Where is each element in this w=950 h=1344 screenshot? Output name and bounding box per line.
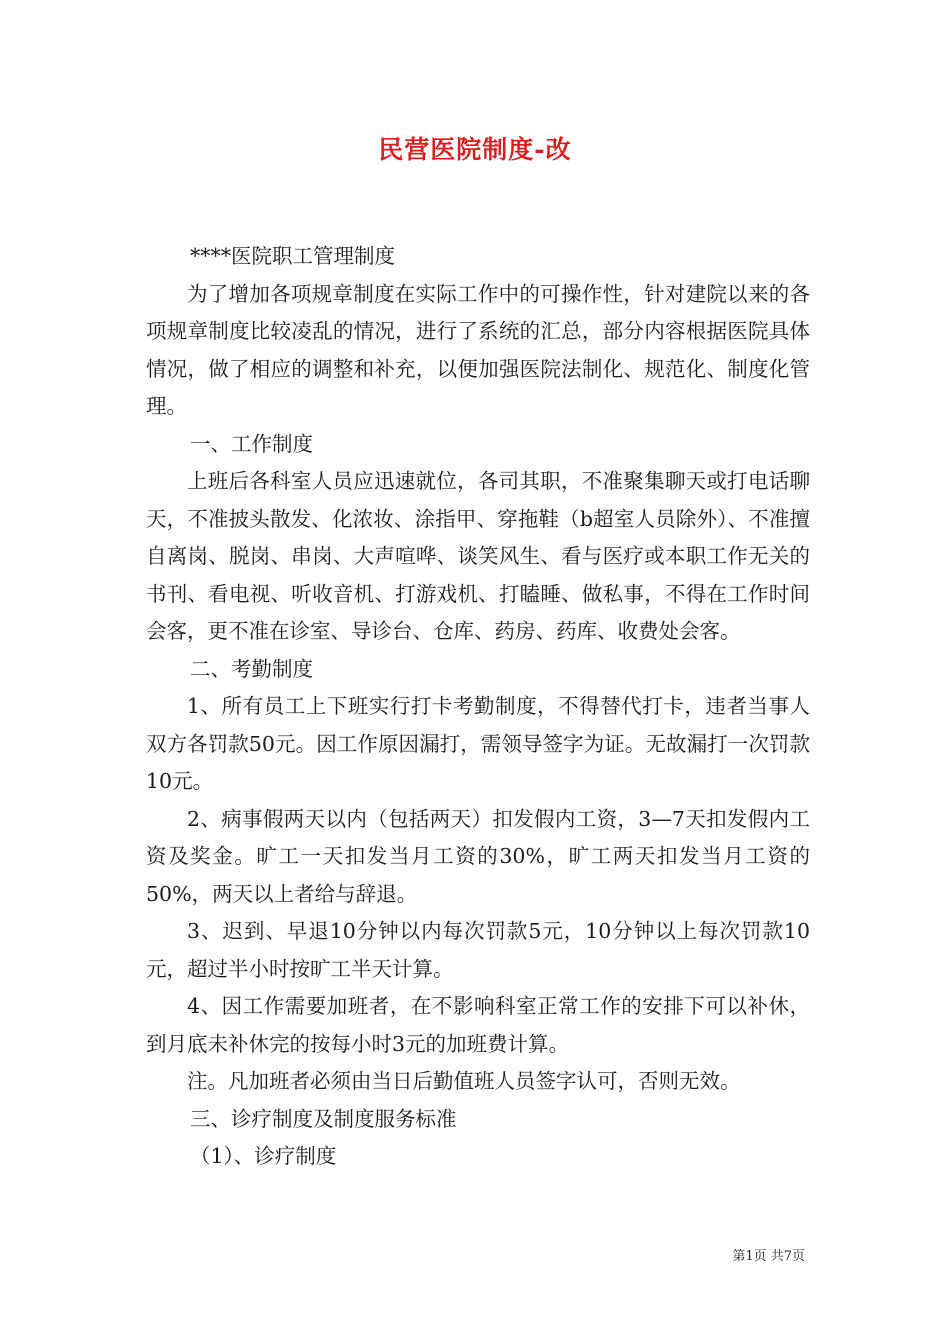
body-paragraph: 4、因工作需要加班者，在不影响科室正常工作的安排下可以补休，到月底未补休完的按每小时3元的加班费计算。	[146, 994, 810, 1056]
page-number: 第1页 共7页	[732, 1249, 805, 1264]
section-heading: 一、工作制度	[190, 431, 313, 456]
body-paragraph: 3、迟到、早退10分钟以内每次罚款5元，10分钟以上每次罚款10元，超过半小时按旷工半天计算。	[146, 919, 810, 981]
section-heading: 三、诊疗制度及制度服务标准	[190, 1106, 457, 1131]
section-heading: 二、考勤制度	[190, 656, 313, 681]
body-paragraph: 2、病事假两天以内（包括两天）扣发假内工资，3—7天扣发假内工资及奖金。旷工一天扣发当月工资的30%，旷工两天扣发当月工资的50%，两天以上者给与辞退。	[146, 806, 810, 906]
document-body	[146, 238, 810, 1176]
body-paragraph: 1、所有员工上下班实行打卡考勤制度，不得替代打卡，违者当事人双方各罚款50元。因工作原因漏打，需领导签字为证。无故漏打一次罚款10元。	[146, 694, 810, 793]
document-title: 民营医院制度-改	[378, 135, 572, 164]
body-paragraph: 为了增加各项规章制度在实际工作中的可操作性，针对建院以来的各项规章制度比较凌乱的情况，进行了系统的汇总，部分内容根据医院具体情况，做了相应的调整和补充，以便加强医院法制化、规范化、制度化管理。	[146, 281, 810, 418]
subsection-heading: （1）、诊疗制度	[190, 1144, 337, 1168]
section-heading: ****医院职工管理制度	[190, 244, 395, 268]
body-paragraph: 上班后各科室人员应迅速就位，各司其职，不准聚集聊天或打电话聊天，不准披头散发、化浓妆、涂指甲、穿拖鞋（b超室人员除外）、不准擅自离岗、脱岗、串岗、大声喧哗、谈笑风生、看与医疗或本职工作无关的书刊、看电视、听收音机、打游戏机、打瞌睡、做私事，不得在工作时间会客，更不准在诊室、导诊台、仓库、药房、药库、收费处会客。	[146, 469, 810, 643]
note-paragraph: 注。凡加班者必须由当日后勤值班人员签字认可，否则无效。	[187, 1069, 741, 1093]
